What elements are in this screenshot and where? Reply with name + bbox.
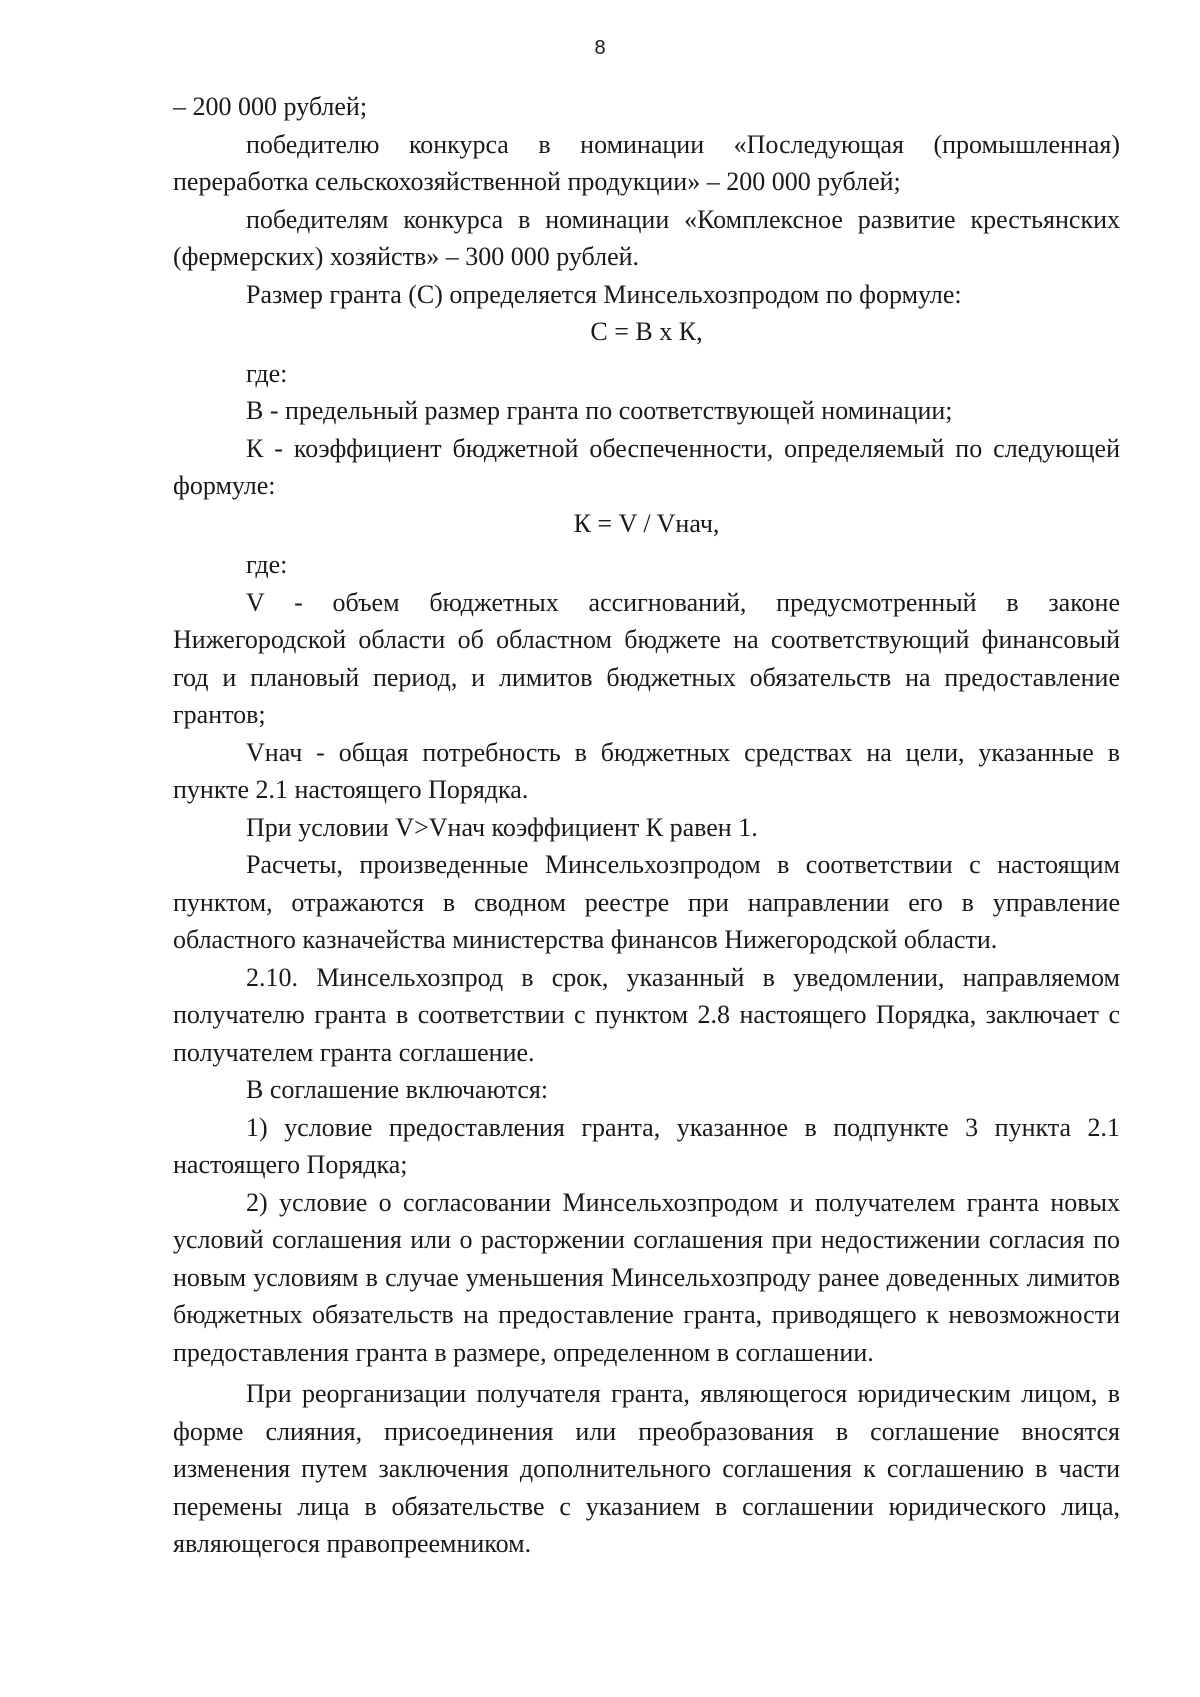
- paragraph-definition-v: V - объем бюджетных ассигнований, предусмотренный в законе Нижегородской области об областном бюджете на соответствующий финансовый год и плановый период, и лимитов бюджетных обязательств на предоставление грантов;: [173, 587, 1120, 729]
- paragraph-farm-development-nomination: победителям конкурса в номинации «Комплексное развитие крестьянских (фермерских) хозяйств» – 300 000 рублей.: [173, 204, 1120, 271]
- paragraph-definition-b: В - предельный размер гранта по соответствующей номинации;: [246, 396, 953, 425]
- paragraph-where-1: где:: [246, 358, 288, 388]
- formula-coefficient: К = V / Vнач,: [573, 508, 720, 538]
- document-body: [173, 88, 1120, 1563]
- paragraph-definition-vnach: Vнач - общая потребность в бюджетных средствах на цели, указанные в пункте 2.1 настоящего Порядка.: [173, 737, 1120, 804]
- paragraph-agreement-includes: В соглашение включаются:: [246, 1075, 549, 1104]
- formula-grant-size: С = В х К,: [590, 317, 703, 346]
- paragraph-grant-size-intro: Размер гранта (С) определяется Минсельхозпродом по формуле:: [246, 279, 962, 309]
- paragraph-section-2-10: 2.10. Минсельхозпрод в срок, указанный в уведомлении, направляемом получателю гранта в соответствии с пунктом 2.8 настоящего Порядка, заключает с получателем гранта соглашение.: [173, 962, 1120, 1067]
- page-number: 8: [594, 37, 606, 59]
- paragraph-amount-continuation: – 200 000 рублей;: [173, 92, 368, 121]
- paragraph-condition: При условии V>Vнач коэффициент К равен 1.: [246, 812, 758, 842]
- paragraph-item-2: 2) условие о согласовании Минсельхозпродом и получателем гранта новых условий соглашения или о расторжении соглашения при недостижении согласия по новым условиям в случае уменьшения Минсельхозпроду ранее доведенных лимитов бюджетных обязательств на предоставление гранта, приводящего к невозможности предоставления гранта в размере, определенном в соглашении.: [173, 1187, 1120, 1367]
- paragraph-definition-k: К - коэффициент бюджетной обеспеченности, определяемый по следующей формуле:: [173, 433, 1120, 500]
- paragraph-processing-nomination: победителю конкурса в номинации «Последующая (промышленная) переработка сельскохозяйственной продукции» – 200 000 рублей;: [173, 129, 1120, 196]
- paragraph-where-2: где:: [246, 550, 288, 579]
- paragraph-reorganization: При реорганизации получателя гранта, являющегося юридическим лицом, в форме слияния, присоединения или преобразования в соглашение вносятся изменения путем заключения дополнительного соглашения к соглашению в части перемены лица в обязательстве с указанием в соглашении юридического лица, являющегося правопреемником.: [173, 1379, 1120, 1558]
- paragraph-calculations: Расчеты, произведенные Минсельхозпродом в соответствии с настоящим пунктом, отражаются в сводном реестре при направлении его в управление областного казначейства министерства финансов Нижегородской области.: [173, 850, 1120, 954]
- paragraph-item-1: 1) условие предоставления гранта, указанное в подпункте 3 пункта 2.1 настоящего Порядка;: [173, 1112, 1120, 1179]
